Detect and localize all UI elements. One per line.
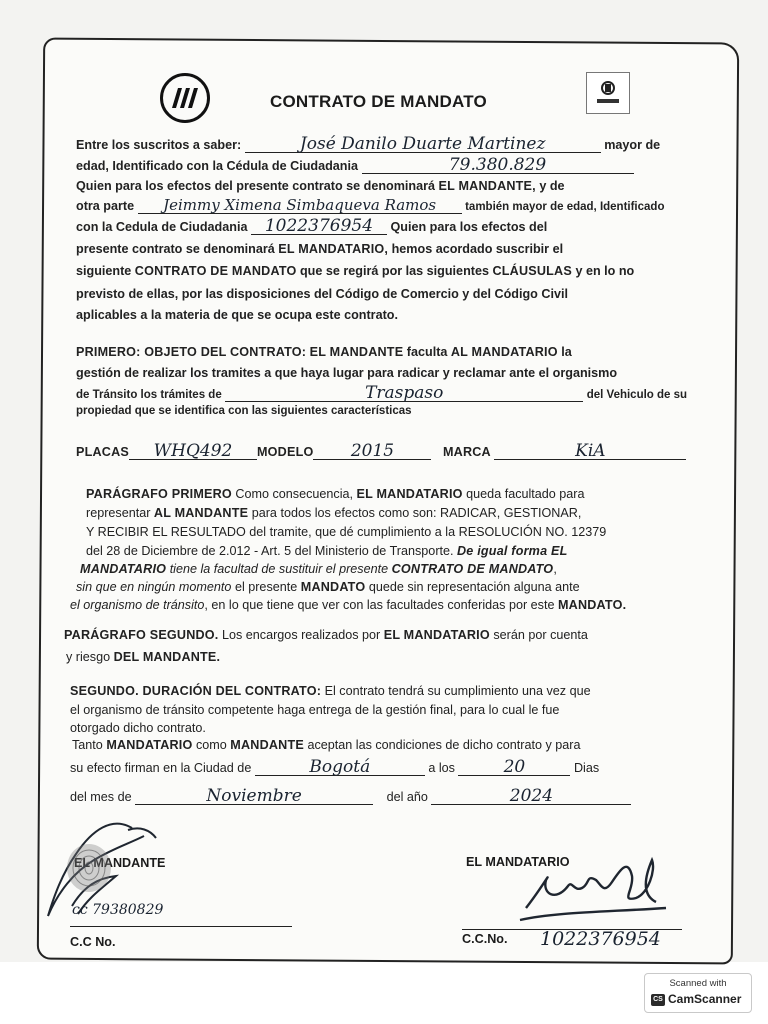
mandante-cc-label: C.C No.	[70, 935, 116, 949]
dia-field: 20	[458, 760, 570, 776]
intro-line-3: Quien para los efectos del presente contrato se denominará EL MANDANTE, y de	[76, 179, 565, 193]
camscanner-logo-icon: CS	[651, 994, 665, 1006]
marca-field: KiA	[494, 444, 686, 460]
mandatario-cc-label: C.C.No.	[462, 932, 508, 946]
modelo-field: 2015	[313, 444, 431, 460]
mandatario-id-field: 1022376954	[251, 219, 387, 235]
mandatario-name-field: Jeimmy Ximena Simbaqueva Ramos	[138, 198, 462, 214]
mandante-signature-line	[70, 926, 292, 927]
mandante-id-field: 79.380.829	[362, 158, 634, 174]
tramite-field: Traspaso	[225, 386, 583, 402]
primero-line-3: de Tránsito los trámites de Traspaso del Vehiculo de su	[76, 383, 688, 403]
mandante-name-field: José Danilo Duarte Martinez	[245, 137, 601, 153]
segundo-line-6: del mes de Noviembre del año 2024	[70, 789, 631, 805]
scanned-with-text: Scanned with	[669, 978, 727, 989]
segundo-line-1: SEGUNDO. DURACIÓN DEL CONTRATO: El contrato tendrá su cumplimiento una vez que	[70, 684, 591, 698]
vehicle-line: PLACAS WHQ492 MODELO 2015 MARCA KiA	[76, 444, 686, 460]
placas-field: WHQ492	[129, 444, 257, 460]
mandatario-signature-label: EL MANDATARIO	[466, 855, 570, 869]
primero-line-2: gestión de realizar los tramites a que haya lugar para radicar y reclamar ante el organismo	[76, 366, 618, 380]
document-title: CONTRATO DE MANDATO	[270, 92, 487, 111]
mandatario-cc-handwritten: 1022376954	[540, 928, 661, 950]
intro-line-2: edad, Identificado con la Cédula de Ciudadania 79.380.829	[76, 158, 634, 174]
anio-field: 2024	[431, 789, 631, 805]
intro-line-6: presente contrato se denominará EL MANDATARIO, hemos acordado suscribir el	[76, 242, 564, 256]
segundo-line-5: su efecto firman en la Ciudad de Bogotá a los 20 Dias	[70, 757, 600, 777]
camscanner-watermark	[644, 973, 752, 1013]
parag1-line-5: MANDATARIO tiene la facultad de sustituir el presente CONTRATO DE MANDATO,	[80, 562, 557, 576]
mes-field: Noviembre	[135, 789, 373, 805]
segundo-line-4: Tanto MANDATARIO como MANDANTE aceptan las condiciones de dicho contrato y para	[72, 738, 581, 752]
mandante-signature-label: EL MANDANTE	[74, 856, 166, 870]
parag2-line-1: PARÁGRAFO SEGUNDO. Los encargos realizados por EL MANDATARIO serán por cuenta	[64, 628, 588, 642]
parag1-line-7: el organismo de tránsito, en lo que tiene que ver con las facultades conferidas por este MANDATO.	[70, 598, 627, 612]
camscanner-name: CamScanner	[668, 992, 742, 1006]
transit-seal-icon	[586, 72, 630, 114]
parag1-line-1: PARÁGRAFO PRIMERO Como consecuencia, EL MANDATARIO queda facultado para	[86, 487, 585, 501]
primero-line-1: PRIMERO: OBJETO DEL CONTRATO: EL MANDANTE faculta AL MANDATARIO la	[76, 345, 572, 359]
company-logo-icon	[160, 73, 210, 123]
mandatario-signature-scribble	[516, 850, 686, 930]
primero-line-4: propiedad que se identifica con las siguientes características	[76, 405, 412, 417]
intro-line-9: aplicables a la materia de que se ocupa este contrato.	[76, 308, 398, 322]
segundo-line-3: otorgado dicho contrato.	[70, 721, 206, 735]
parag1-line-4: del 28 de Diciembre de 2.012 - Art. 5 del Ministerio de Transporte. De igual forma EL	[86, 544, 568, 558]
intro-line-5: con la Cedula de Ciudadania 1022376954 Quien para los efectos del	[76, 216, 548, 236]
intro-line-1: Entre los suscritos a saber: José Danilo Duarte Martinez mayor de	[76, 134, 661, 154]
parag2-line-2: y riesgo DEL MANDANTE.	[66, 650, 221, 664]
mandante-cc-handwritten: cc 79380829	[72, 902, 164, 918]
intro-line-8: previsto de ellas, por las disposiciones del Código de Comercio y del Código Civil	[76, 287, 568, 301]
fingerprint-icon	[64, 842, 114, 894]
parag1-line-3: Y RECIBIR EL RESULTADO del tramite, que dé cumplimiento a la RESOLUCIÓN NO. 12379	[86, 525, 607, 539]
intro-line-4: otra parte Jeimmy Ximena Simbaqueva Ramos también mayor de edad, Identificado	[76, 196, 665, 214]
parag1-line-2: representar AL MANDANTE para todos los efectos como son: RADICAR, GESTIONAR,	[86, 506, 582, 520]
parag1-line-6: sin que en ningún momento el presente MANDATO quede sin representación alguna ante	[76, 580, 580, 594]
segundo-line-2: el organismo de tránsito competente haga entrega de la gestión final, para lo cual le fue	[70, 703, 560, 717]
intro-line-7: siguiente CONTRATO DE MANDATO que se regirá por las siguientes CLÁUSULAS y en lo no	[76, 264, 635, 278]
ciudad-field: Bogotá	[255, 760, 425, 776]
